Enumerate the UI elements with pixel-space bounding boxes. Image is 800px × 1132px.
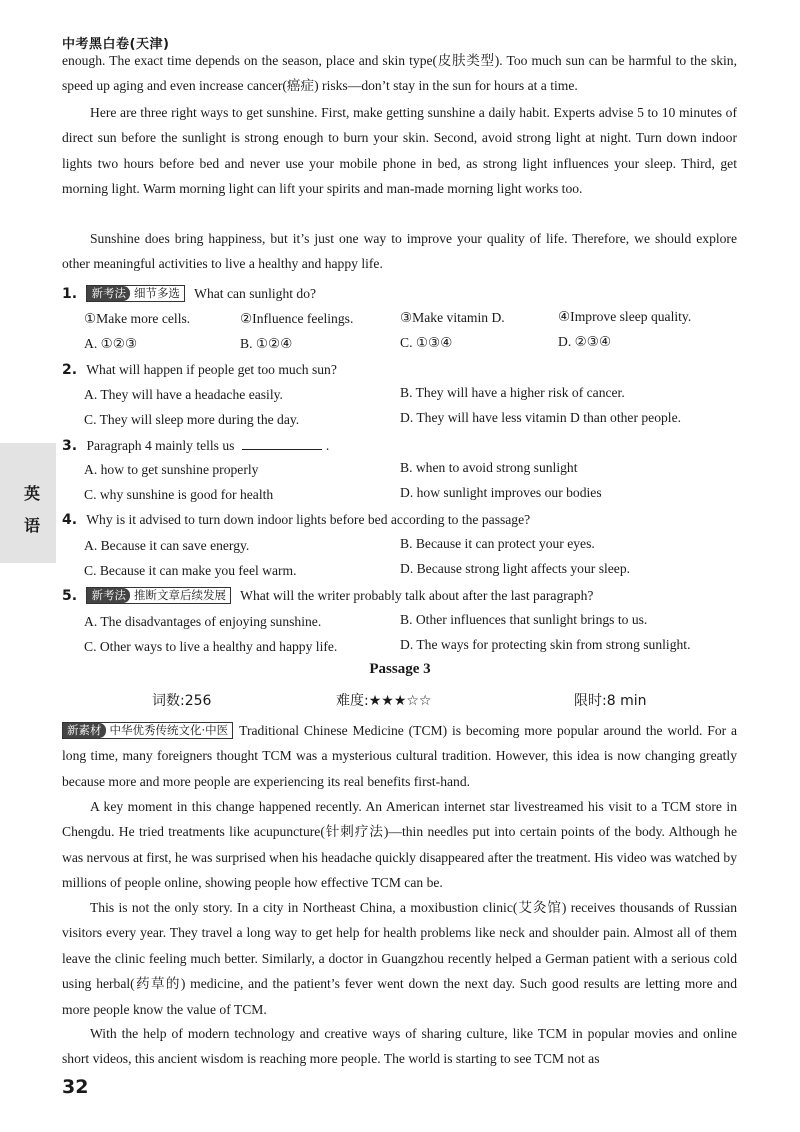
question-number: 4. <box>62 512 78 528</box>
material-tag <box>62 722 233 739</box>
question-4 <box>62 510 530 530</box>
passage2-paragraph-4: Sunshine does bring happiness, but it’s just one way to improve your quality of life. Therefore, we should explore other meaningful activities to live a healthy and happy life. <box>62 231 737 272</box>
time-limit: 限时:8 min <box>574 693 647 709</box>
tag-text: 中华优秀传统文化·中医 <box>109 723 229 737</box>
tag-badge: 新考法 <box>87 588 130 603</box>
question-stem: Paragraph 4 mainly tells us <box>86 438 235 453</box>
passage2-paragraph-cont: enough. The exact time depends on the season, place and skin type(皮肤类型). Too much sun can be harmful to the skin, speed up aging and even increase cancer(癌症) risks—don’t stay in the sun for hours at a time. <box>62 53 737 94</box>
question-number: 5. <box>62 588 78 604</box>
tag-text: 推断文章后续发展 <box>133 588 226 602</box>
tag-badge: 新考法 <box>87 286 130 301</box>
stem-end: . <box>325 438 330 453</box>
question-stem: What will the writer probably talk about after the last paragraph? <box>240 588 594 603</box>
answer-option-c[interactable]: C. ①③④ <box>400 335 453 350</box>
answer-option-d[interactable]: D. The ways for protecting skin from strong sunlight. <box>400 637 691 652</box>
answer-option-d[interactable]: D. They will have less vitamin D than other people. <box>400 410 682 425</box>
statement-item: ④Improve sleep quality. <box>558 309 692 324</box>
answer-option-b[interactable]: B. Other influences that sunlight brings to us. <box>400 612 648 627</box>
tag-badge: 新素材 <box>63 723 106 738</box>
question-stem: Why is it advised to turn down indoor lights before bed according to the passage? <box>86 512 531 527</box>
answer-option-b[interactable]: B. Because it can protect your eyes. <box>400 536 595 551</box>
answer-option-c[interactable]: C. why sunshine is good for health <box>84 487 274 502</box>
answer-blank[interactable] <box>242 449 322 450</box>
statement-item: ①Make more cells. <box>84 311 191 326</box>
question-number: 3. <box>62 438 78 454</box>
answer-option-d[interactable]: D. Because strong light affects your sleep. <box>400 561 631 576</box>
page-header: 中考黑白卷(天津) <box>62 37 170 52</box>
answer-option-a[interactable]: A. how to get sunshine properly <box>84 462 259 477</box>
question-number: 1. <box>62 286 78 302</box>
passage3-paragraph-2: A key moment in this change happened recently. An American internet star livestreamed his visit to a TCM store in Chengdu. He tried treatments like acupuncture(针刺疗法)—thin needles put into certain points of the body. Although he was nervous at first, he was surprised when his headache quickly disappeared after the treatment. His video was watched by millions of people online, showing people how effective TCM can be. <box>62 799 737 891</box>
answer-option-a[interactable]: A. Because it can save energy. <box>84 538 250 553</box>
answer-option-c[interactable]: C. Because it can make you feel warm. <box>84 563 297 578</box>
passage3-paragraph-3: This is not the only story. In a city in Northeast China, a moxibustion clinic(艾灸馆) receives thousands of Russian visitors every year. They travel a long way to get help for health problems like neck and shoulder pain. Almost all of them leave the clinic feeling much better. Similarly, a doctor in Guangzhou recently helped a German patient with a serious cold using herbal(药草的) medicine, and the patient’s fever went down the next day. Such good results are letting more and more people know the value of TCM. <box>62 900 737 1017</box>
answer-option-c[interactable]: C. Other ways to live a healthy and happy life. <box>84 639 338 654</box>
answer-option-d[interactable]: D. ②③④ <box>558 334 612 349</box>
side-tab-char: 语 <box>24 516 41 535</box>
statement-item: ③Make vitamin D. <box>400 310 505 325</box>
passage-title: Passage 3 <box>369 661 431 677</box>
answer-option-b[interactable]: B. ①②④ <box>240 336 293 351</box>
answer-option-d[interactable]: D. how sunlight improves our bodies <box>400 485 602 500</box>
answer-option-a[interactable]: A. The disadvantages of enjoying sunshine. <box>84 614 322 629</box>
statement-item: ②Influence feelings. <box>240 311 354 326</box>
page-number: 32 <box>62 1076 89 1098</box>
question-3 <box>62 436 329 456</box>
passage3-paragraph-4: With the help of modern technology and creative ways of sharing culture, like TCM in popular movies and online short videos, this ancient wisdom is reaching more people. The world is starting to see TCM not as <box>62 1026 737 1067</box>
answer-option-b[interactable]: B. when to avoid strong sunlight <box>400 460 578 475</box>
subject-side-tab <box>0 443 56 563</box>
paragraph-text: Traditional Chinese Medicine (TCM) is becoming more popular around the world. For a long time, many foreigners thought TCM was a mysterious cultural tradition. However, this idea is now changing greatly because more and more people are experiencing its real benefits first-hand. <box>62 723 737 789</box>
answer-option-a[interactable]: A. ①②③ <box>84 336 138 351</box>
answer-option-a[interactable]: A. They will have a headache easily. <box>84 387 283 402</box>
answer-option-c[interactable]: C. They will sleep more during the day. <box>84 412 300 427</box>
passage3-paragraph-1 <box>62 718 737 794</box>
tag-text: 细节多选 <box>133 286 180 300</box>
question-1 <box>62 284 316 304</box>
question-2 <box>62 360 337 380</box>
passage2-paragraph-3: Here are three right ways to get sunshine. First, make getting sunshine a daily habit. Experts advise 5 to 10 minutes of direct sun before the sunlight is strong enough to burn your skin. Second, avoid strong light at night. Turn down indoor lights two hours before bed and never use your mobile phone in bed, as strong light influences your sleep. Third, get morning light. Warm morning light can lift your spirits and man-made morning light works too. <box>62 105 737 197</box>
difficulty-rating: 难度:★★★☆☆ <box>336 693 432 709</box>
question-stem: What will happen if people get too much sun? <box>86 362 337 377</box>
side-tab-char: 英 <box>24 484 41 503</box>
word-count: 词数:256 <box>152 693 212 709</box>
answer-option-b[interactable]: B. They will have a higher risk of cancer. <box>400 385 625 400</box>
question-number: 2. <box>62 362 78 378</box>
question-tag <box>86 285 185 302</box>
question-tag <box>86 587 231 604</box>
question-stem: What can sunlight do? <box>194 286 317 301</box>
question-5 <box>62 586 593 606</box>
